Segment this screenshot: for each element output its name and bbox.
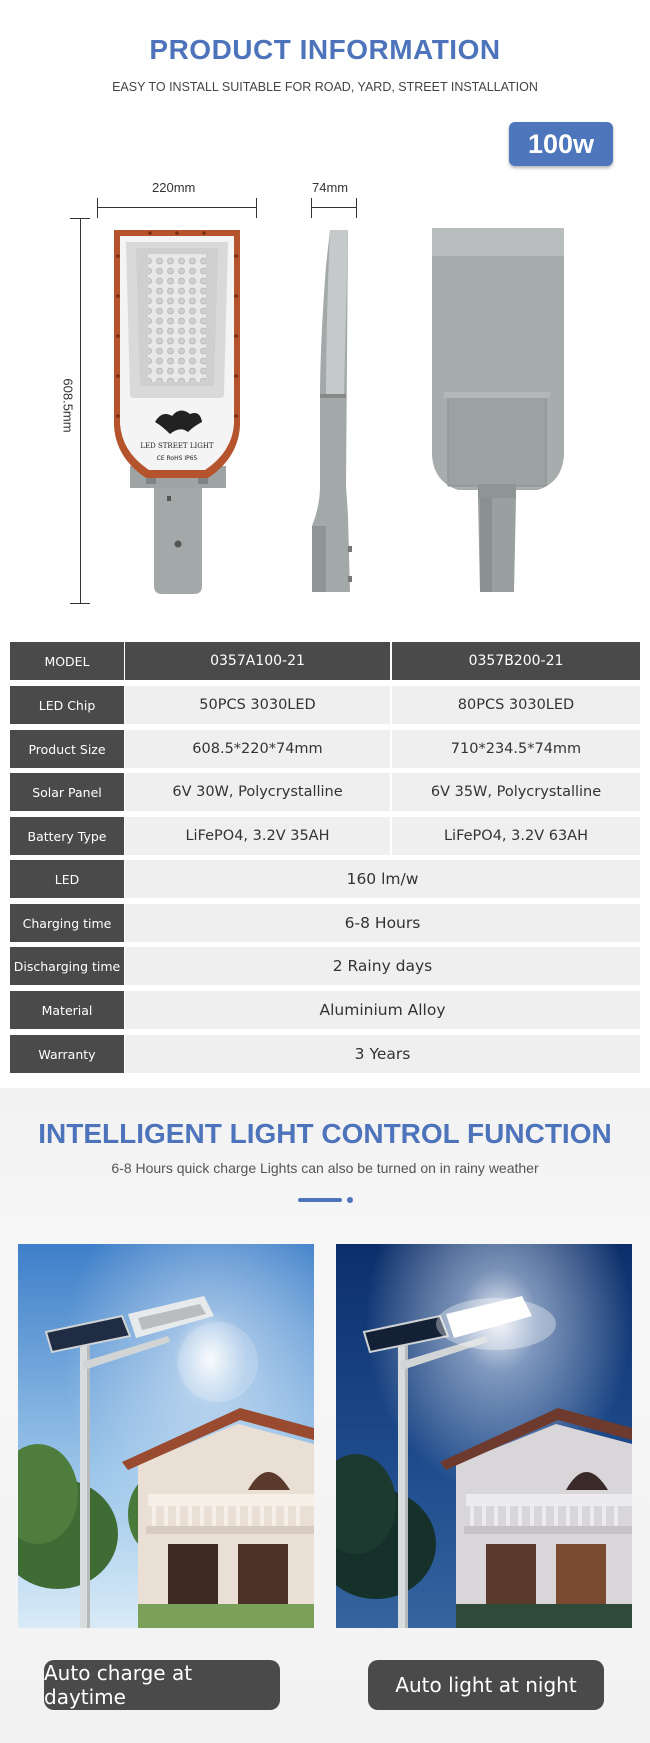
dimension-height-label: 608.5mm [60, 378, 76, 433]
title-underline-dot [347, 1197, 353, 1203]
table-row [10, 860, 640, 898]
row-label: LED Chip [10, 686, 124, 724]
table-row [10, 1035, 640, 1073]
row-label: Charging time [10, 904, 124, 942]
table-header-label: MODEL [10, 642, 124, 680]
row-label: Discharging time [10, 947, 124, 985]
row-value-shared: 6-8 Hours [125, 904, 640, 942]
row-value-b: LiFePO4, 3.2V 63AH [392, 817, 640, 855]
row-label: Material [10, 991, 124, 1029]
row-label: Warranty [10, 1035, 124, 1073]
row-value-shared: 2 Rainy days [125, 947, 640, 985]
table-header-model-b: 0357B200-21 [392, 642, 640, 680]
section-subtitle-light-control: 6-8 Hours quick charge Lights can also be turned on in rainy weather [111, 1160, 539, 1176]
section-title-product-information: PRODUCT INFORMATION [149, 34, 501, 65]
dimension-tick [256, 198, 257, 218]
table-row [10, 773, 640, 811]
lamp-brand-label: LED STREET LIGHT [140, 442, 214, 450]
row-label: LED [10, 860, 124, 898]
dimension-width-line [97, 207, 257, 208]
table-row [10, 991, 640, 1029]
row-value-a: 6V 30W, Polycrystalline [125, 773, 390, 811]
row-label: Solar Panel [10, 773, 124, 811]
row-value-shared: 3 Years [125, 1035, 640, 1073]
lamp-front-view [110, 226, 244, 596]
dimension-depth-line [311, 207, 357, 208]
dimension-tick [70, 218, 90, 219]
table-row [10, 817, 640, 855]
table-header-row [10, 642, 640, 680]
dimension-width-label: 220mm [152, 180, 196, 195]
daytime-photo [18, 1244, 314, 1628]
section-subtitle-install: EASY TO INSTALL SUITABLE FOR ROAD, YARD, STREET INSTALLATION [112, 80, 538, 94]
dimension-tick [97, 198, 98, 218]
row-value-a: LiFePO4, 3.2V 35AH [125, 817, 390, 855]
dimension-tick [70, 603, 90, 604]
table-row [10, 904, 640, 942]
lamp-side-view [306, 226, 362, 596]
table-row [10, 947, 640, 985]
row-label: Battery Type [10, 817, 124, 855]
row-value-b: 6V 35W, Polycrystalline [392, 773, 640, 811]
dimension-tick [311, 198, 312, 218]
caption-daytime-charge: Auto charge at daytime [44, 1660, 280, 1710]
caption-night-light: Auto light at night [368, 1660, 604, 1710]
row-value-a: 608.5*220*74mm [125, 730, 390, 768]
row-value-b: 710*234.5*74mm [392, 730, 640, 768]
row-label: Product Size [10, 730, 124, 768]
row-value-b: 80PCS 3030LED [392, 686, 640, 724]
table-row [10, 686, 640, 724]
lamp-cert-marks: CE RoHS IP65 [156, 455, 198, 462]
nighttime-photo [336, 1244, 632, 1628]
row-value-a: 50PCS 3030LED [125, 686, 390, 724]
dimension-depth-label: 74mm [312, 180, 349, 195]
table-header-model-a: 0357A100-21 [125, 642, 390, 680]
title-underline-bar [298, 1198, 342, 1202]
wattage-badge: 100w [509, 122, 613, 166]
dimension-tick [356, 198, 357, 218]
lamp-back-view [428, 226, 568, 596]
row-value-shared: 160 lm/w [125, 860, 640, 898]
dimension-height-line [80, 218, 81, 604]
row-value-shared: Aluminium Alloy [125, 991, 640, 1029]
table-row [10, 730, 640, 768]
section-title-light-control: INTELLIGENT LIGHT CONTROL FUNCTION [38, 1118, 612, 1149]
